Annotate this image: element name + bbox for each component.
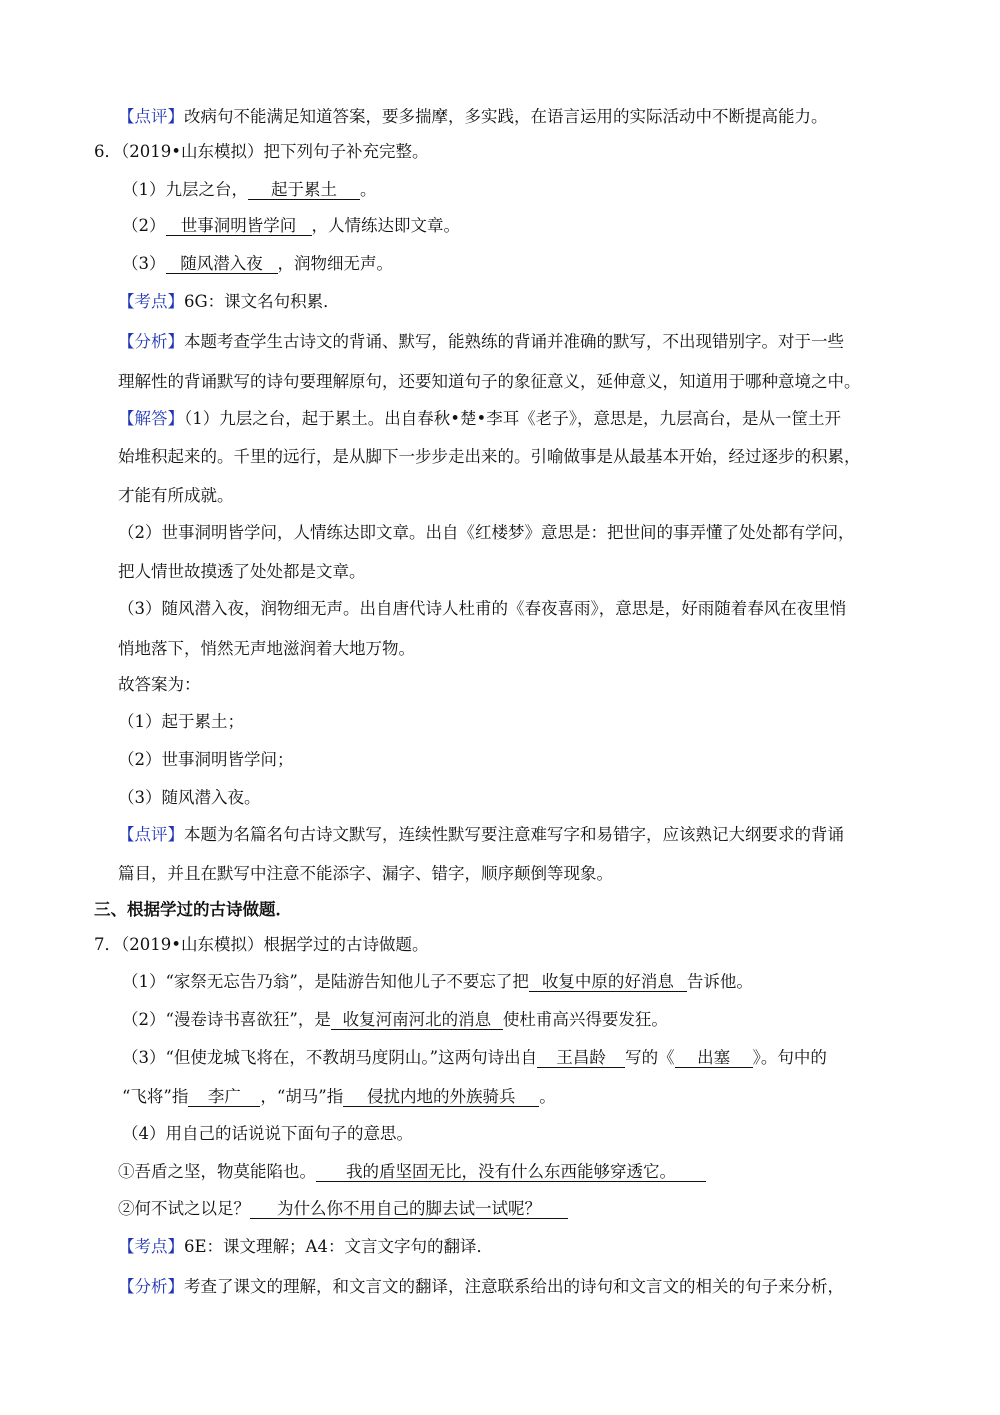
item-label: （1） [122, 180, 166, 199]
q7-line-5: （4）用自己的话说说下面句子的意思。 [122, 1124, 413, 1143]
line-pre: ②何不试之以足？ [118, 1199, 250, 1218]
item-label: （3） [122, 254, 166, 273]
line-post: 》。句中的 [752, 1048, 827, 1067]
q6-prompt: 把下列句子补充完整。 [263, 142, 429, 161]
analysis-tag: 【分析】 [118, 332, 184, 351]
line-pre: “飞将”指 [122, 1087, 189, 1106]
section-3-title: 三、根据学过的古诗做题． [94, 900, 292, 919]
answer-blank: 为什么你不用自己的脚去试一试呢？ [250, 1199, 568, 1219]
comment-text: 本题为名篇名句古诗文默写，连续性默写要注意难写字和易错字，应该熟记大纲要求的背诵 [184, 825, 844, 844]
q7-heading [94, 933, 428, 957]
q6-answer-2: 始堆积起来的。千里的远行，是从脚下一步步走出来的。引喻做事是从最基本开始，经过逐步的积累， [118, 447, 861, 466]
q6-answer-9: （1）起于累土； [118, 712, 244, 731]
item-post: 。 [360, 180, 377, 199]
q6-heading [94, 140, 428, 164]
q7-number: 7． [94, 935, 121, 954]
item-label: （2） [122, 216, 166, 235]
item-pre: 九层之台， [165, 180, 248, 199]
point-tag: 【考点】 [118, 1237, 184, 1256]
item-post: ，润物细无声。 [277, 254, 393, 273]
answer-blank: 世事洞明皆学问 [166, 216, 312, 236]
q7-point [118, 1235, 493, 1259]
answer-text: （1）九层之台，起于累土。出自春秋•楚•李耳《老子》，意思是，九层高台，是从一筐土开 [184, 409, 841, 428]
item-post: ，人情练达即文章。 [311, 216, 460, 235]
q6-number: 6． [94, 142, 121, 161]
answer-blank: 侵扰内地的外族骑兵 [343, 1087, 539, 1107]
answer-blank: 收复河南河北的消息 [331, 1010, 503, 1030]
q7-analysis [118, 1275, 844, 1299]
q6-analysis-2: 理解性的背诵默写的诗句要理解原句，还要知道句子的象征意义，延伸意义，知道用于哪种意境之中。 [118, 372, 861, 391]
answer-blank: 出塞 [675, 1048, 753, 1068]
q6-answer-3: 才能有所成就。 [118, 486, 234, 505]
q7-line-6 [118, 1160, 706, 1184]
q6-analysis-1 [118, 330, 844, 354]
q6-answer-7: 悄地落下，悄然无声地滋润着大地万物。 [118, 639, 415, 658]
q6-answer-11: （3）随风潜入夜。 [118, 788, 261, 807]
q7-prompt: 根据学过的古诗做题。 [263, 935, 429, 954]
line-pre: （3）“但使龙城飞将在，不教胡马度阴山。”这两句诗出自 [122, 1048, 538, 1067]
q6-answer-6: （3）随风潜入夜，润物细无声。出自唐代诗人杜甫的《春夜喜雨》，意思是，好雨随着春风在夜里悄 [118, 599, 847, 618]
point-text: 6E：课文理解；A4：文言文字句的翻译． [184, 1237, 493, 1256]
answer-tag: 【解答】 [118, 409, 184, 428]
q7-line-1 [122, 970, 753, 994]
q6-source: （2019•山东模拟） [121, 142, 264, 161]
q6-point [118, 290, 340, 314]
q6-answer-8: 故答案为： [118, 675, 201, 694]
answer-blank: 收复中原的好消息 [529, 972, 687, 992]
q7-line-7 [118, 1197, 568, 1221]
line-pre: （2）“漫卷诗书喜欲狂”，是 [122, 1010, 331, 1029]
q6-item-1 [122, 178, 377, 202]
point-tag: 【考点】 [118, 292, 184, 311]
top-comment-line [118, 105, 828, 129]
q6-answer-5: 把人情世故摸透了处处都是文章。 [118, 562, 366, 581]
answer-blank: 我的盾坚固无比，没有什么东西能够穿透它。 [316, 1162, 706, 1182]
comment-tag: 【点评】 [118, 825, 184, 844]
answer-blank: 起于累土 [248, 180, 360, 200]
comment-tag: 【点评】 [118, 107, 184, 126]
line-post: 告诉他。 [686, 972, 753, 991]
line-post: 。 [539, 1087, 556, 1106]
line-mid: 写的《 [625, 1048, 675, 1067]
answer-blank: 李广 [188, 1087, 260, 1107]
q6-comment-2: 篇目，并且在默写中注意不能添字、漏字、错字，顺序颠倒等现象。 [118, 864, 613, 883]
q6-answer-1 [118, 407, 841, 431]
line-mid: ，“胡马”指 [260, 1087, 344, 1106]
line-pre: （1）“家祭无忘告乃翁”，是陆游告知他儿子不要忘了把 [122, 972, 529, 991]
q7-line-2 [122, 1008, 668, 1032]
analysis-text: 本题考查学生古诗文的背诵、默写，能熟练的背诵并准确的默写，不出现错别字。对于一些 [184, 332, 844, 351]
answer-blank: 随风潜入夜 [166, 254, 278, 274]
q7-line-3 [122, 1046, 827, 1070]
top-comment-text: 改病句不能满足知道答案，要多揣摩，多实践，在语言运用的实际活动中不断提高能力。 [184, 107, 828, 126]
q7-source: （2019•山东模拟） [121, 935, 264, 954]
q6-comment-1 [118, 823, 844, 847]
q6-answer-10: （2）世事洞明皆学问； [118, 750, 294, 769]
line-post: 使杜甫高兴得要发狂。 [502, 1010, 668, 1029]
point-text: 6G：课文名句积累． [184, 292, 340, 311]
q6-item-3 [122, 252, 393, 276]
q6-item-2 [122, 214, 460, 238]
q7-line-4 [122, 1085, 556, 1109]
analysis-tag: 【分析】 [118, 1277, 184, 1296]
q6-answer-4: （2）世事洞明皆学问，人情练达即文章。出自《红楼梦》意思是：把世间的事弄懂了处处都有学问， [118, 523, 855, 542]
analysis-text: 考查了课文的理解，和文言文的翻译，注意联系给出的诗句和文言文的相关的句子来分析， [184, 1277, 844, 1296]
line-pre: ①吾盾之坚，物莫能陷也。 [118, 1162, 316, 1181]
answer-blank: 王昌龄 [537, 1048, 625, 1068]
